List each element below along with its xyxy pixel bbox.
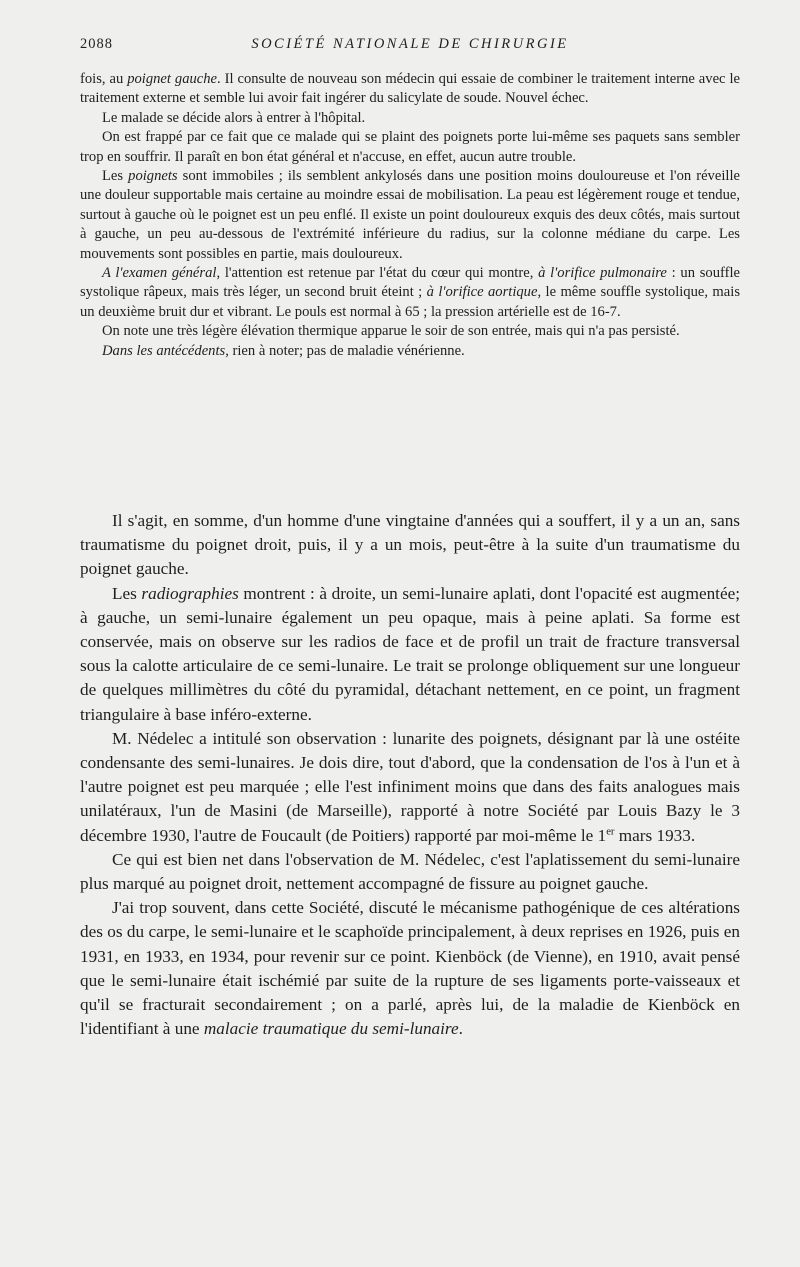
- paragraph: A l'examen général, l'attention est retenue par l'état du cœur qui montre, à l'orifice pulmonaire : un souffle systolique râpeux, mais très léger, un second bruit éteint ; à l'orifice aortique, le même souffle systolique, mais un deuxième bruit dur et vibrant. Le pouls est normal à 65 ; la pression artérielle est de 16-7.: [80, 265, 740, 320]
- paragraph: Les poignets sont immobiles ; ils semblent ankylosés dans une position moins douloureuse et l'on réveille une douleur supportable mais certaine au moindre essai de mobilisation. La peau est légèrement rouge et tendue, surtout à gauche où le poignet est un peu enflé. Il existe un point douloureux exquis des deux côtés, mais surtout à gauche, un peu au-dessous de l'extrémité inférieure du radius, sur la colonne médiane du carpe. Les mouvements sont possibles en partie, mais douloureux.: [80, 168, 740, 262]
- paragraph: Il s'agit, en somme, d'un homme d'une vingtaine d'années qui a souffert, il y a un an, sans traumatisme du poignet droit, puis, il y a un mois, peut-être à la suite d'un traumatisme du poignet gauche.: [80, 511, 740, 579]
- paragraph: Les radiographies montrent : à droite, un semi-lunaire aplati, dont l'opacité est augmentée; à gauche, un semi-lunaire également un peu opaque, mais à peine aplati. Sa forme est conservée, mais on observe sur les radios de face et de profil un trait de fracture transversal sous la calotte articulaire de ce semi-lunaire. Le trait se prolonge obliquement sur une longueur de quelques millimètres du côté du pyramidal, détachant nettement, en ce point, un fragment triangulaire à base inféro-externe.: [80, 583, 740, 724]
- paragraph: M. Nédelec a intitulé son observation : lunarite des poignets, désignant par là une ostéite condensante des semi-lunaires. Je dois dire, tout d'abord, que la condensation de l'os à l'un et à l'autre poignet est peu marquée ; elle l'est infiniment moins que dans des faits analogues mais unilatéraux, l'un de Masini (de Marseille), rapporté à notre Société par Louis Bazy le 3 décembre 1930, l'autre de Foucault (de Poitiers) rapporté par moi-même le 1er mars 1933.: [80, 728, 740, 845]
- paragraph: Le malade se décide alors à entrer à l'hôpital.: [102, 109, 366, 126]
- commentary-body: [80, 509, 740, 1041]
- paragraph: Ce qui est bien net dans l'observation de M. Nédelec, c'est l'aplatissement du semi-lunaire plus marqué au poignet droit, nettement accompagné de fissure au poignet gauche.: [80, 849, 740, 894]
- page-header: [80, 36, 740, 58]
- page-number: 2088: [80, 36, 113, 52]
- paragraph: On est frappé par ce fait que ce malade qui se plaint des poignets porte lui-même ses paquets sans sembler trop en souffrir. Il paraît en bon état général et n'accuse, en effet, aucun autre trouble.: [80, 129, 740, 165]
- running-title: SOCIÉTÉ NATIONALE DE CHIRURGIE: [251, 36, 569, 52]
- paragraph: Dans les antécédents, rien à noter; pas de maladie vénérienne.: [102, 342, 465, 359]
- case-report-small-print: [80, 70, 740, 361]
- paragraph: fois, au poignet gauche. Il consulte de nouveau son médecin qui essaie de combiner le traitement interne avec le traitement externe et semble lui avoir fait ingérer du salicylate de soude. Nouvel échec.: [80, 71, 740, 107]
- paragraph: J'ai trop souvent, dans cette Société, discuté le mécanisme pathogénique de ces altérations des os du carpe, le semi-lunaire et le scaphoïde principalement, à deux reprises en 1926, puis en 1931, en 1933, en 1934, pour revenir sur ce point. Kienböck (de Vienne), en 1910, avait pensé que le semi-lunaire était ischémié par suite de la rupture de ses ligaments porte-vaisseaux et qu'il se fracturait secondairement ; on a parlé, après lui, de la maladie de Kienböck en l'identifiant à une malacie traumatique du semi-lunaire.: [80, 898, 740, 1039]
- paragraph: On note une très légère élévation thermique apparue le soir de son entrée, mais qui n'a pas persisté.: [102, 323, 680, 340]
